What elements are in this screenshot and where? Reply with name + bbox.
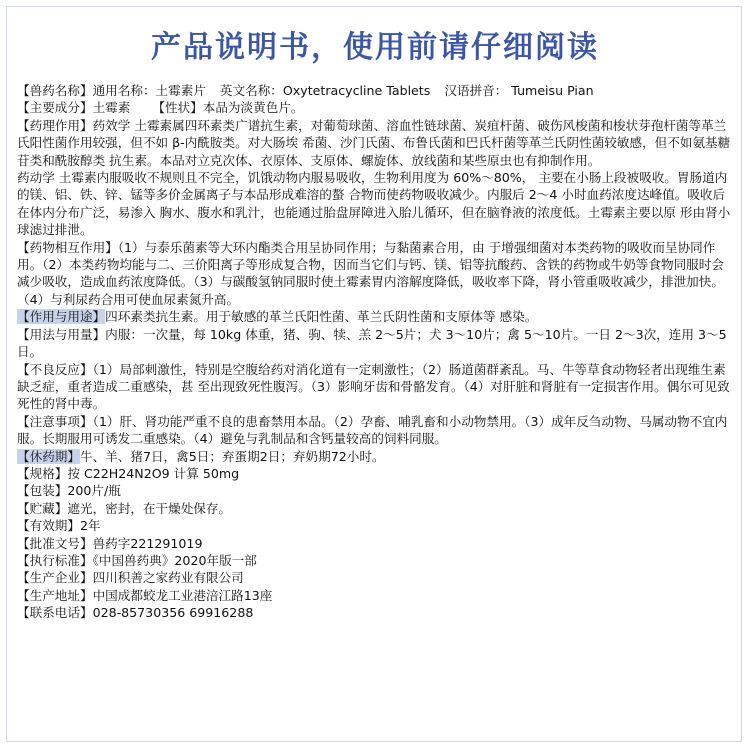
row-usage	[17, 308, 733, 325]
label-standard: 【执行标准】	[17, 552, 93, 568]
document-body	[17, 82, 733, 622]
row-caution	[17, 413, 733, 448]
row-address	[17, 587, 733, 604]
page-title: 产品说明书，使用前请仔细阅读	[151, 30, 599, 65]
phone-text: 028-85730356 69916288	[92, 605, 254, 621]
standard-text: 《中国兽药典》2020年版一部	[92, 552, 257, 568]
row-ingredient	[17, 99, 733, 116]
label-pharmacology: 【药理作用】	[17, 117, 93, 133]
label-interaction: 【药物相互作用】	[17, 239, 118, 255]
maker-text: 四川积善之家药业有限公司	[92, 570, 244, 586]
label-address: 【生产地址】	[17, 587, 93, 603]
pharmacology-text-2: 药动学 土霉素内服吸收不规则且不完全，饥饿动物内服易吸收，生物利用度为 60%～80%， 主要在小肠上段被吸收。胃肠道内的镁、铝、铁、锌、锰等多价金属离子与本品形成难溶的螯 合物而使药物吸收减少。内服后 2～4 小时血药浓度达峰值。吸收后在体内分布广泛，易渗入 胸水、腹水和乳汁，也能通过胎盘屏障进入胎儿循环，但在脑脊液的浓度低。土霉素主要以原 形由肾小球滤过排泄。	[17, 170, 731, 238]
row-withdrawal	[17, 448, 733, 465]
package-text: 200片/瓶	[67, 483, 121, 499]
withdrawal-text: 牛、羊、猪7日，禽5日；弃蛋期2日；弃奶期72小时。	[79, 448, 385, 464]
row-spec	[17, 465, 733, 482]
common-name: 通用名称：土霉素片	[92, 83, 206, 98]
usage-text: 四环素类抗生素。用于敏感的革兰氏阳性菌、革兰氏阴性菌和支原体等 感染。	[105, 309, 538, 325]
label-usage: 【作用与用途】	[17, 309, 106, 325]
approval-text: 兽药字221291019	[92, 535, 203, 551]
label-dosage: 【用法与用量】	[17, 326, 106, 342]
row-storage	[17, 500, 733, 517]
label-package: 【包装】	[17, 483, 68, 499]
adverse-text: （1）局部刺激性，特别是空腹给药对消化道有一定刺激性；（2）肠道菌群紊乱。马、牛等草食动物轻者出现维生素缺乏症，重者造成二重感染，甚 至出现致死性腹泻。（3）影响牙齿和骨骼发育。（4）对肝脏和肾脏有一定损害作用。偶尔可见致死性的肾中毒。	[17, 361, 730, 412]
dosage-text: 内服：一次量，每 10kg 体重，猪、驹、犊、羔 2～5片；犬 3～10片；禽 5～10片。一日 2～3次，连用 3～5日。	[17, 326, 727, 360]
row-standard	[17, 552, 733, 569]
row-validity	[17, 517, 733, 534]
label-withdrawal: 【休药期】	[17, 448, 80, 464]
pinyin-name: 汉语拼音： Tumeisu Pian	[444, 83, 594, 98]
label-caution: 【注意事项】	[17, 413, 93, 429]
label-name: 【兽药名称】	[17, 83, 93, 98]
ingredient-value: 土霉素	[92, 100, 131, 116]
label-storage: 【贮藏】	[17, 500, 68, 516]
row-maker	[17, 569, 733, 586]
row-dosage	[17, 326, 733, 361]
appearance-value: 本品为淡黄色片。	[202, 100, 304, 116]
label-maker: 【生产企业】	[17, 570, 93, 586]
row-adverse	[17, 361, 733, 413]
interaction-text: （1）与泰乐菌素等大环内酯类合用呈协同作用；与黏菌素合用，由 于增强细菌对本类药物的吸收而呈协同作用。（2）本类药物均能与二、三价阳离子等形成复合物，因而当它们与钙、镁、铝等抗酸药、含铁的药物或牛奶等食物同服时会减少吸收，造成血药浓度降低。（3）与碳酸氢钠同服时使土霉素胃内溶解度降低，吸收率下降，肾小管重吸收减少，排泄加快。（4）与利尿药合用可使血尿素氮升高。	[17, 239, 724, 307]
row-pharmacology	[17, 117, 733, 169]
spec-text: 按 C22H24N2O9 计算 50mg	[67, 465, 240, 481]
row-name	[17, 82, 733, 99]
row-interaction	[17, 239, 733, 309]
row-pharmacokinetics	[17, 169, 733, 239]
caution-text: （1）肝、肾功能严重不良的患畜禁用本品。（2）孕畜、哺乳畜和小动物禁用。（3）成年反刍动物、马属动物不宜内服。长期服用可诱发二重感染。（4）避免与乳制品和含钙量较高的饲料同服。	[17, 413, 728, 447]
label-approval: 【批准文号】	[17, 535, 93, 551]
address-text: 中国成都蛟龙工业港涪江路13座	[92, 587, 273, 603]
pharmacology-text-1: 药效学 土霉素属四环素类广谱抗生素，对葡萄球菌、溶血性链球菌、炭疽杆菌、破伤风梭菌和梭状芽孢杆菌等革兰氏阳性菌作用较强，但不如 β-内酰胺类。对大肠埃 希菌、沙门氏菌、布鲁氏菌和巴氏杆菌等革兰氏阴性菌较敏感，但不如氨基糖苷类和酰胺醇类 抗生素。本品对立克次体、衣原体、支原体、螺旋体、放线菌和某些原虫也有抑制作用。	[17, 117, 731, 168]
label-validity: 【有效期】	[17, 518, 80, 534]
storage-text: 遮光，密封，在干燥处保存。	[67, 500, 232, 516]
row-approval	[17, 535, 733, 552]
english-name: 英文名称：Oxytetracycline Tablets	[219, 83, 431, 98]
label-spec: 【规格】	[17, 465, 68, 481]
row-phone	[17, 604, 733, 621]
label-ingredient: 【主要成分】	[17, 100, 93, 116]
row-package	[17, 482, 733, 499]
label-phone: 【联系电话】	[17, 605, 93, 621]
validity-text: 2年	[79, 518, 101, 534]
label-adverse: 【不良反应】	[17, 361, 93, 377]
label-appearance: 【性状】	[152, 100, 203, 116]
